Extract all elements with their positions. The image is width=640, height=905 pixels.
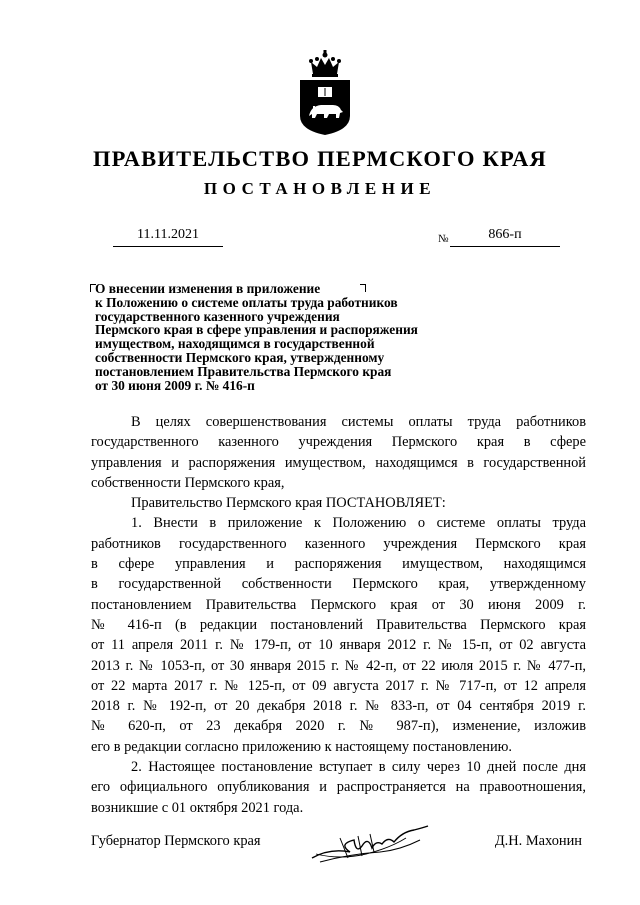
signatory-position: Губернатор Пермского края: [91, 833, 261, 849]
body-line: № 620-п, от 23 декабря 2020 г. № 987-п), изменение, изложив: [91, 718, 586, 735]
body-line: его официального опубликования и распространяется на правоотношения,: [91, 779, 586, 796]
preamble-paragraph: [91, 412, 586, 493]
body-line: 1. Внести в приложение к Положению о системе оплаты труда: [131, 515, 586, 532]
subject-line: О внесении изменения в приложение: [95, 281, 321, 296]
handwritten-signature: [310, 818, 430, 868]
body-line: возникшие с 01 октября 2021 года.: [91, 799, 304, 816]
body-line: в сфере управления и распоряжения имуществом, находящимся: [91, 556, 586, 573]
subject-line: от 30 июня 2009 г. № 416-п: [95, 377, 255, 393]
body-line: постановлением Правительства Пермского края от 30 июня 2009 г.: [91, 596, 586, 613]
coat-of-arms-emblem: [299, 50, 351, 136]
document-body: [91, 412, 586, 818]
document-subject: [95, 282, 475, 392]
number-field: [450, 224, 560, 247]
subject-line: к Положению о системе оплаты труда работников: [95, 294, 398, 310]
body-line: от 11 апреля 2011 г. № 179-п, от 10 января 2012 г. № 15-п, от 02 августа: [91, 637, 586, 654]
body-line: В целях совершенствования системы оплаты труда работников: [131, 414, 586, 430]
body-line: государственного казенного учреждения Пермского края в сфере: [91, 434, 586, 451]
subject-line: постановлением Правительства Пермского края: [95, 363, 392, 379]
clause-2-paragraph: [91, 757, 586, 818]
subject-line: Пермского края в сфере управления и распоряжения: [95, 322, 418, 338]
subject-line: государственного казенного учреждения: [95, 308, 340, 324]
document-number: 866-п: [488, 227, 522, 242]
document-date: 11.11.2021: [137, 227, 199, 242]
body-line: от 22 марта 2017 г. № 125-п, от 09 августа 2017 г. № 717-п, от 12 апреля: [91, 677, 586, 694]
body-line: собственности Пермского края,: [91, 474, 285, 491]
body-line: № 416-п (в редакции постановлений Правительства Пермского края: [91, 616, 586, 633]
body-line: его в редакции согласно приложению к настоящему постановлению.: [91, 738, 513, 755]
date-field: [113, 224, 223, 247]
government-title: ПРАВИТЕЛЬСТВО ПЕРМСКОГО КРАЯ: [92, 146, 548, 171]
body-line: управления и распоряжения имуществом, находящимся в государственной: [91, 454, 586, 471]
body-line: 2013 г. № 1053-п, от 30 января 2015 г. № 42-п, от 22 июля 2015 г. № 477-п,: [91, 657, 586, 674]
document-type: ПОСТАНОВЛЕНИЕ: [203, 179, 437, 198]
body-line: 2018 г. № 192-п, от 20 декабря 2018 г. № 833-п, от 04 сентября 2019 г.: [91, 698, 586, 715]
resolution-paragraph: [91, 493, 586, 513]
body-line: Правительство Пермского края ПОСТАНОВЛЯЕТ:: [131, 495, 446, 512]
clause-1-paragraph: [91, 513, 586, 757]
subject-line: собственности Пермского края, утвержденному: [95, 349, 385, 365]
body-line: в государственной собственности Пермского края, утвержденному: [91, 576, 586, 593]
signatory-name: Д.Н. Махонин: [494, 833, 582, 849]
number-sign: №: [438, 233, 449, 245]
body-line: работников государственного казенного учреждения Пермского края: [91, 535, 586, 552]
body-line: 2. Настоящее постановление вступает в силу через 10 дней после дня: [131, 759, 586, 776]
subject-line: имуществом, находящимся в государственной: [95, 336, 375, 352]
